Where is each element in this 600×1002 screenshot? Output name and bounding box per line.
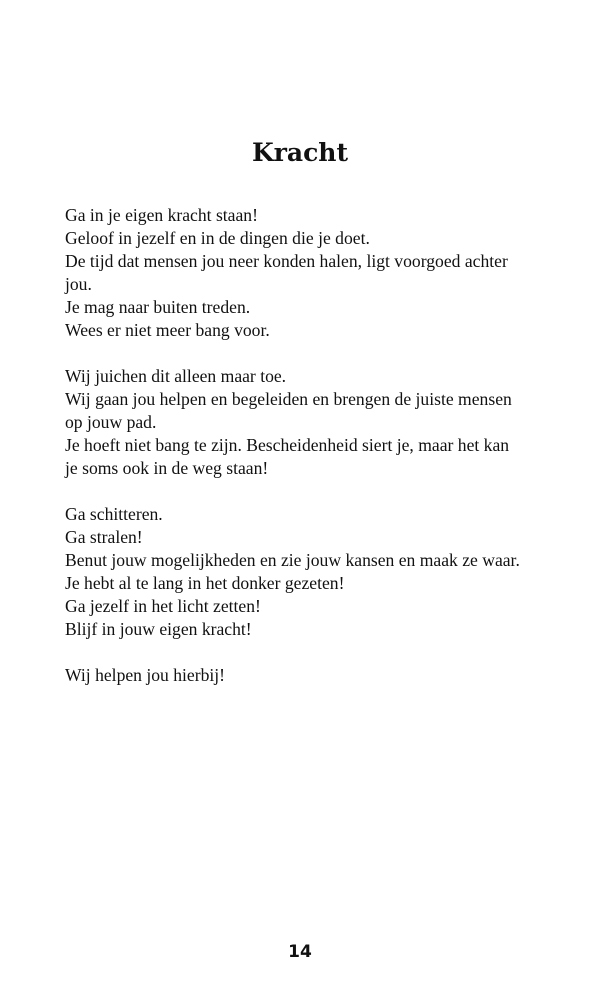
poem-line: Je mag naar buiten treden. xyxy=(65,297,251,317)
poem-line: Je hoeft niet bang te zijn. Bescheidenheid siert je, maar het kan xyxy=(65,435,510,455)
poem-line: Ga in je eigen kracht staan! xyxy=(65,205,258,225)
stanza-4 xyxy=(65,664,555,687)
poem-line: Benut jouw mogelijkheden en zie jouw kansen en maak ze waar. xyxy=(65,550,520,570)
poem-line: Geloof in jezelf en in de dingen die je doet. xyxy=(65,228,370,248)
poem-line: Wij juichen dit alleen maar toe. xyxy=(65,366,287,386)
poem-line: je soms ook in de weg staan! xyxy=(65,458,269,478)
poem-line: Ga jezelf in het licht zetten! xyxy=(65,596,261,616)
poem-line: Wees er niet meer bang voor. xyxy=(65,320,270,340)
stanza-2 xyxy=(65,365,555,480)
poem-line: Blijf in jouw eigen kracht! xyxy=(65,619,252,639)
poem-line: Je hebt al te lang in het donker gezeten! xyxy=(65,573,345,593)
poem-line: Wij helpen jou hierbij! xyxy=(65,665,226,685)
poem-line: jou. xyxy=(65,274,92,294)
page-title: Kracht xyxy=(251,138,349,167)
stanza-3 xyxy=(65,503,555,641)
poem-line: Wij gaan jou helpen en begeleiden en brengen de juiste mensen xyxy=(65,389,512,409)
poem-line: De tijd dat mensen jou neer konden halen, ligt voorgoed achter xyxy=(65,251,508,271)
page-number: 14 xyxy=(288,942,312,962)
poem-body xyxy=(65,204,555,710)
poem-line: Ga schitteren. xyxy=(65,504,163,524)
stanza-1 xyxy=(65,204,555,342)
poem-line: op jouw pad. xyxy=(65,412,157,432)
poem-line: Ga stralen! xyxy=(65,527,143,547)
